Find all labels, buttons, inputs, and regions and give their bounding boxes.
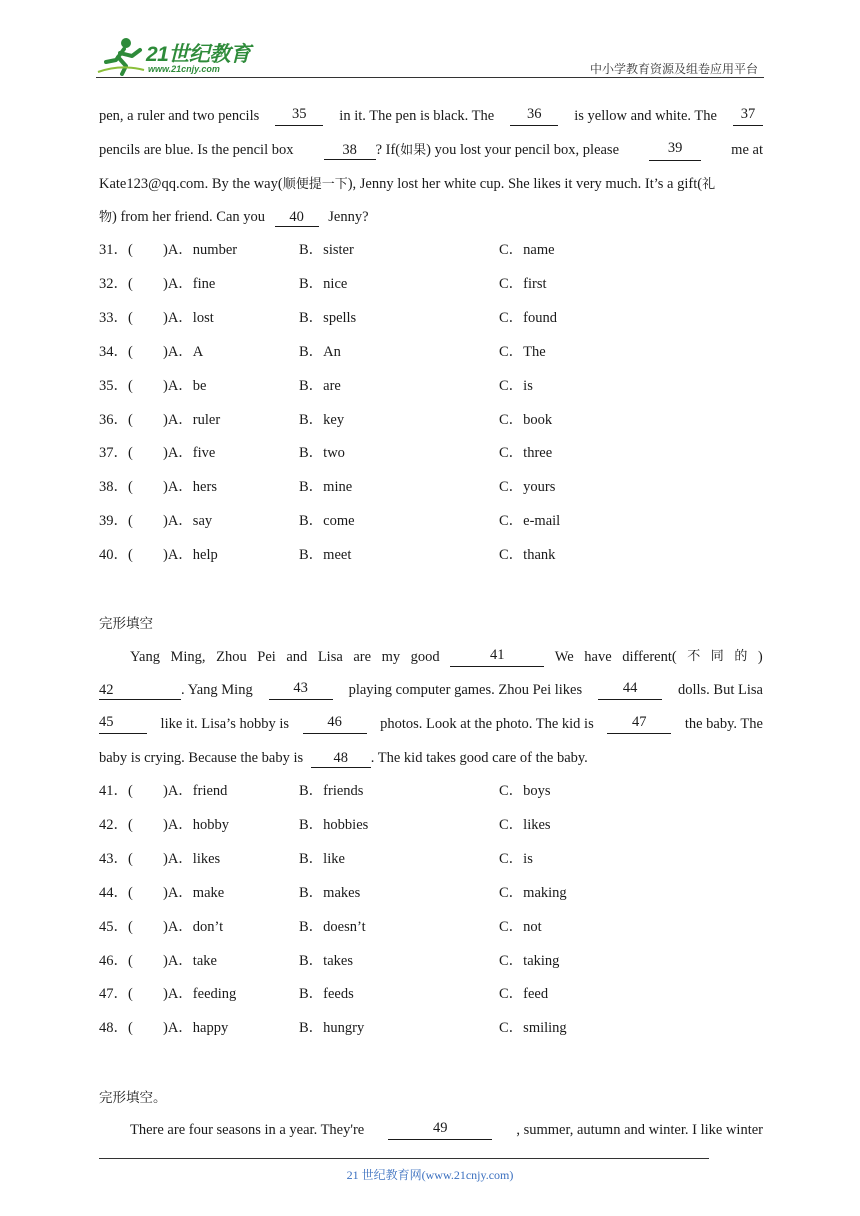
option-b[interactable]: B．doesn’t xyxy=(299,918,366,935)
option-c[interactable]: C．found xyxy=(499,309,557,326)
question-row xyxy=(99,511,763,531)
option-a[interactable]: )A．friend xyxy=(163,783,228,799)
option-b[interactable]: B．sister xyxy=(299,242,354,258)
blank-37: 37 xyxy=(733,106,763,126)
blank-35: 35 xyxy=(275,106,323,126)
question-number: 39．( xyxy=(99,513,133,530)
option-c[interactable]: C．first xyxy=(499,275,547,292)
runner-logo-icon xyxy=(96,36,146,76)
option-b[interactable]: B．hungry xyxy=(299,1020,365,1037)
passage-line: baby is crying. Because the baby is 48 . The kid takes good care of the baby. xyxy=(99,750,588,766)
page-header xyxy=(96,30,764,78)
question-row xyxy=(99,410,763,430)
question-row xyxy=(99,849,763,869)
option-a[interactable]: )A．take xyxy=(163,952,217,969)
passage-line: pen, a ruler and two pencils 35 in it. The pen is black. The 36 is yellow and white. The 37 xyxy=(99,106,763,126)
page-footer: 21 世纪教育网(www.21cnjy.com) xyxy=(346,1168,514,1182)
question-number: 38．( xyxy=(99,479,133,496)
question-row xyxy=(99,240,763,260)
blank-39: 39 xyxy=(649,140,701,161)
question-row xyxy=(99,815,763,835)
question-number: 46．( xyxy=(99,952,133,969)
blank-47: 47 xyxy=(607,714,671,734)
option-b[interactable]: B．nice xyxy=(299,275,348,292)
logo-text: 21世纪教育 xyxy=(146,43,251,66)
question-number: 34．( xyxy=(99,343,133,360)
footer-divider xyxy=(99,1158,709,1159)
option-c[interactable]: C．three xyxy=(499,445,553,462)
passage-line: Kate123@qq.com. By the way(顺便提一下), Jenny lost her white cup. She likes it very much. It’s a gift(礼 xyxy=(99,176,716,192)
question-number: 45．( xyxy=(99,918,133,935)
passage-line: 物) from her friend. Can you 40 Jenny? xyxy=(99,209,369,225)
question-row xyxy=(99,545,763,565)
question-number: 47．( xyxy=(99,986,133,1003)
option-c[interactable]: C．is xyxy=(499,377,533,394)
option-b[interactable]: B．hobbies xyxy=(299,816,369,833)
blank-43: 43 xyxy=(269,680,333,700)
question-number: 43．( xyxy=(99,850,133,867)
question-row xyxy=(99,342,763,362)
option-c[interactable]: C．likes xyxy=(499,816,551,833)
question-number: 35．( xyxy=(99,377,133,394)
option-b[interactable]: B．friends xyxy=(299,783,364,799)
option-b[interactable]: B．makes xyxy=(299,884,361,901)
question-row xyxy=(99,883,763,903)
question-row xyxy=(99,951,763,971)
question-number: 31．( xyxy=(99,242,133,258)
option-b[interactable]: B．feeds xyxy=(299,986,354,1003)
option-c[interactable]: C．smiling xyxy=(499,1020,567,1037)
option-b[interactable]: B．like xyxy=(299,850,345,867)
option-c[interactable]: C．not xyxy=(499,918,542,935)
option-c[interactable]: C．book xyxy=(499,411,553,428)
passage-line: 45 like it. Lisa’s hobby is 46 photos. Look at the photo. The kid is 47 the baby. The xyxy=(99,714,763,732)
blank-38: 38 xyxy=(324,142,376,160)
option-b[interactable]: B．meet xyxy=(299,547,352,564)
blank-44: 44 xyxy=(598,680,662,700)
option-a[interactable]: )A．A xyxy=(163,343,204,360)
option-c[interactable]: C．e-mail xyxy=(499,513,561,530)
option-c[interactable]: C．is xyxy=(499,850,533,867)
section-title: 完形填空 xyxy=(99,616,153,632)
blank-36: 36 xyxy=(510,106,558,126)
option-c[interactable]: C．making xyxy=(499,884,567,901)
blank-45: 45 xyxy=(99,714,147,734)
passage-line: pencils are blue. Is the pencil box 38 ? If(如果) you lost your pencil box, please 39 me at xyxy=(99,140,763,161)
blank-48: 48 xyxy=(311,750,371,768)
question-row xyxy=(99,984,763,1004)
option-b[interactable]: B．come xyxy=(299,513,355,530)
passage-line: 42 . Yang Ming 43 playing computer games. Zhou Pei likes 44 dolls. But Lisa xyxy=(99,680,763,698)
option-b[interactable]: B．key xyxy=(299,411,345,428)
blank-49: 49 xyxy=(388,1120,492,1140)
option-c[interactable]: C．thank xyxy=(499,547,556,564)
option-c[interactable]: C．feed xyxy=(499,986,549,1003)
question-number: 44．( xyxy=(99,884,133,901)
site-logo xyxy=(96,36,266,76)
blank-40: 40 xyxy=(275,209,319,227)
passage-line: There are four seasons in a year. They're 49 , summer, autumn and winter. I like winter xyxy=(130,1120,763,1138)
question-row xyxy=(99,477,763,497)
option-a[interactable]: )A．be xyxy=(163,377,207,394)
option-c[interactable]: C．yours xyxy=(499,479,556,496)
option-a[interactable]: )A．lost xyxy=(163,309,214,326)
option-a[interactable]: )A．help xyxy=(163,547,218,564)
question-number: 40．( xyxy=(99,547,133,564)
logo-url: www.21cnjy.com xyxy=(148,64,220,74)
option-a[interactable]: )A．feeding xyxy=(163,986,237,1003)
option-b[interactable]: B．two xyxy=(299,445,345,462)
blank-41: 41 xyxy=(450,647,544,667)
option-a[interactable]: )A．say xyxy=(163,513,213,530)
option-c[interactable]: C．name xyxy=(499,242,555,258)
question-row xyxy=(99,274,763,294)
question-number: 48．( xyxy=(99,1020,133,1037)
option-c[interactable]: C．taking xyxy=(499,952,560,969)
question-row xyxy=(99,781,763,801)
option-b[interactable]: B．An xyxy=(299,343,341,360)
question-number: 33．( xyxy=(99,309,133,326)
question-number: 42．( xyxy=(99,816,133,833)
option-b[interactable]: B．are xyxy=(299,377,341,394)
question-row xyxy=(99,443,763,463)
option-a[interactable]: )A．ruler xyxy=(163,411,221,428)
question-row xyxy=(99,376,763,396)
option-a[interactable]: )A．hers xyxy=(163,479,217,496)
option-b[interactable]: B．mine xyxy=(299,479,353,496)
question-row xyxy=(99,308,763,328)
option-a[interactable]: )A．happy xyxy=(163,1020,229,1037)
option-a[interactable]: )A．likes xyxy=(163,850,221,867)
option-c[interactable]: C．boys xyxy=(499,783,551,799)
option-a[interactable]: )A．make xyxy=(163,884,225,901)
question-row xyxy=(99,1018,763,1038)
option-a[interactable]: )A．number xyxy=(163,242,238,258)
blank-42: 42 xyxy=(99,682,181,700)
option-a[interactable]: )A．five xyxy=(163,445,216,462)
option-c[interactable]: C．The xyxy=(499,343,546,360)
section-title: 完形填空。 xyxy=(99,1090,167,1106)
question-row xyxy=(99,917,763,937)
option-a[interactable]: )A．don’t xyxy=(163,918,224,935)
option-b[interactable]: B．spells xyxy=(299,309,357,326)
passage-line: Yang Ming, Zhou Pei and Lisa are my good 41 We have different( 不 同 的 ) xyxy=(130,647,763,665)
option-b[interactable]: B．takes xyxy=(299,952,353,969)
question-number: 37．( xyxy=(99,445,133,462)
question-number: 32．( xyxy=(99,275,133,292)
option-a[interactable]: )A．fine xyxy=(163,275,216,292)
platform-name: 中小学教育资源及组卷应用平台 xyxy=(589,62,758,76)
question-number: 41．( xyxy=(99,783,133,799)
option-a[interactable]: )A．hobby xyxy=(163,816,230,833)
question-number: 36．( xyxy=(99,411,133,428)
blank-46: 46 xyxy=(303,714,367,734)
